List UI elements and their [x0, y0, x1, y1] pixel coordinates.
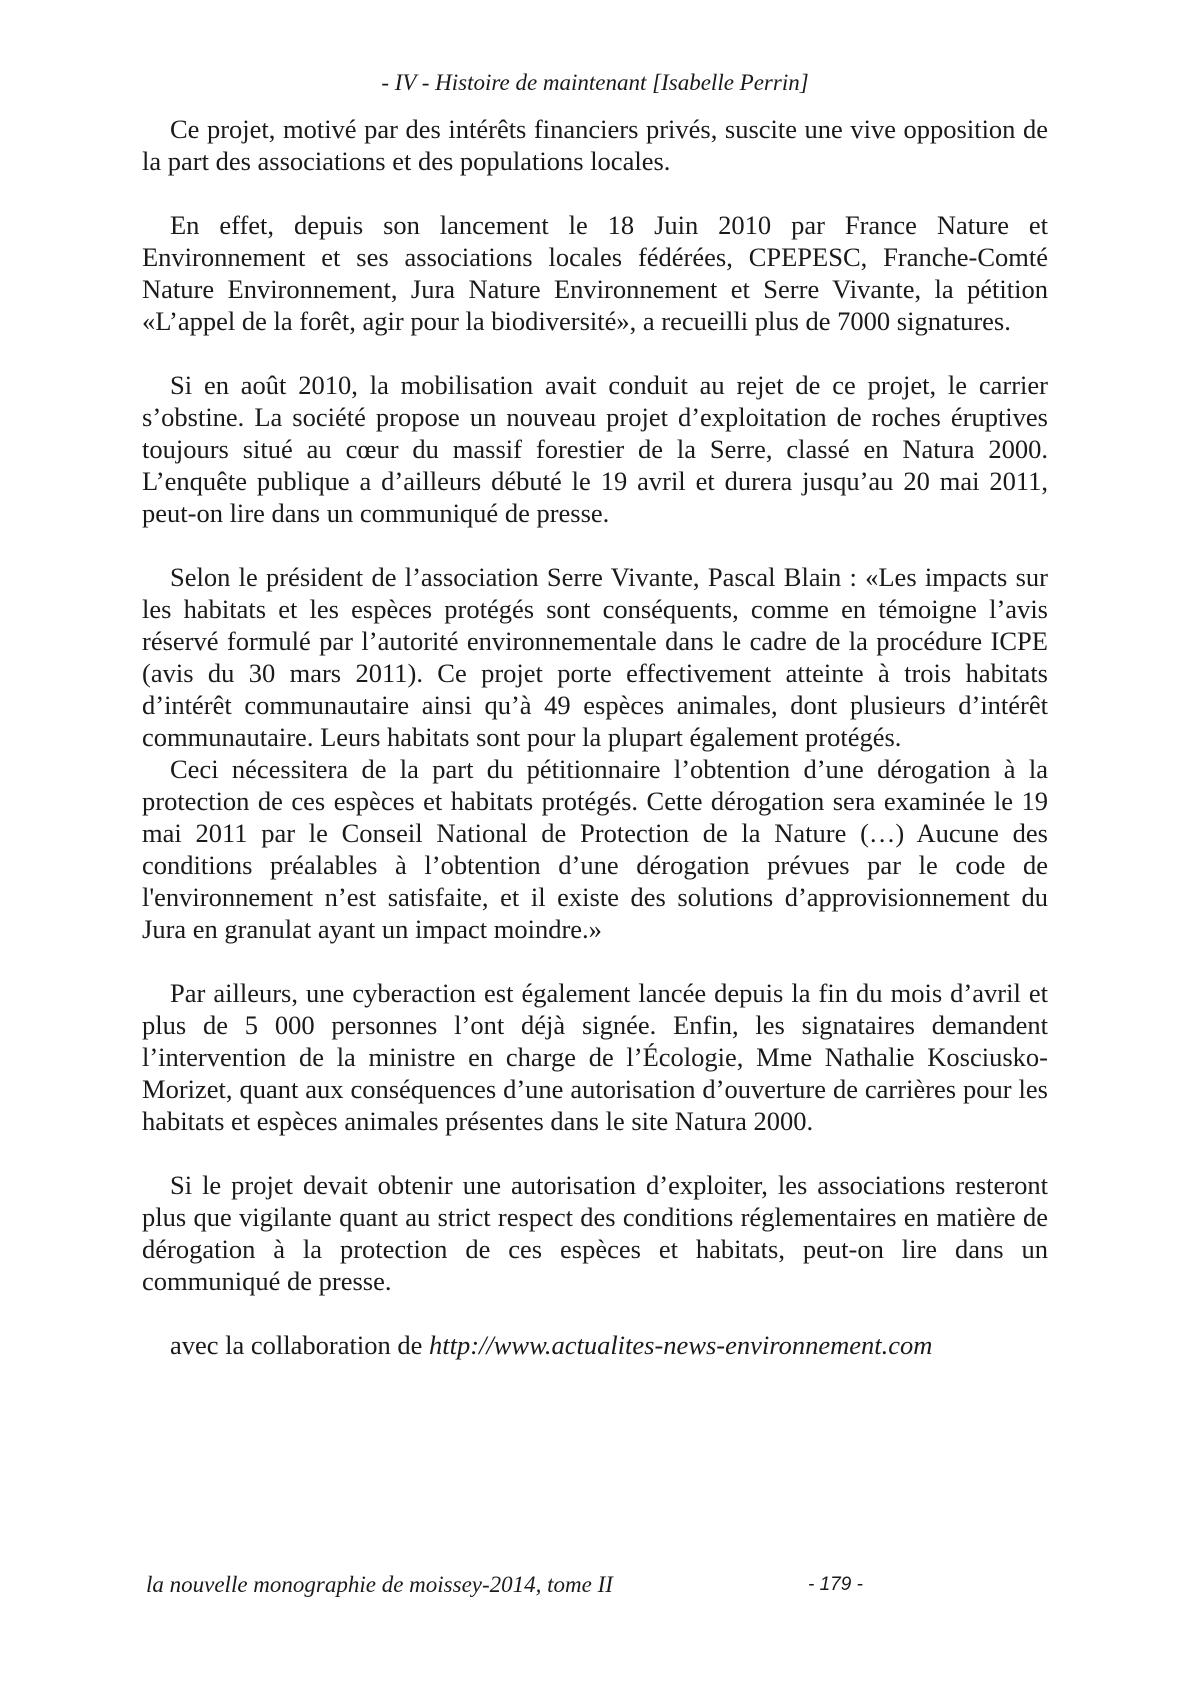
paragraph: En effet, depuis son lancement le 18 Juin 2010 par France Nature et Environnement et ses associations locales fédérées, CPEPESC, Franche-Comté Nature Environnement, Jura Nature Environnement et Serre Vivante, la pétition «L’appel de la forêt, agir pour la biodiversité», a recueilli plus de 7000 signatures. — [142, 210, 1048, 336]
article-body — [142, 113, 1048, 1393]
source-credit — [142, 1329, 1048, 1361]
paragraph: Ce projet, motivé par des intérêts financiers privés, suscite une vive opposition de la part des associations et des populations locales. — [142, 114, 1048, 176]
paragraph: Par ailleurs, une cyberaction est également lancée depuis la fin du mois d’avril et plus de 5 000 personnes l’ont déjà signée. Enfin, les signataires demandent l’intervention de la ministre en charge de l’Écologie, Mme Nathalie Kosciusko-Morizet, quant aux conséquences d’une autorisation d’ouverture de carrières pour les habitats et espèces animales présentes dans le site Natura 2000. — [142, 978, 1048, 1136]
paragraph: Si le projet devait obtenir une autorisation d’exploiter, les associations resteront plus que vigilante quant au strict respect des conditions réglementaires en matière de dérogation à la protection de ces espèces et habitats, peut-on lire dans un communiqué de presse. — [142, 1170, 1048, 1296]
paragraph: Si en août 2010, la mobilisation avait conduit au rejet de ce projet, le carrier s’obstine. La société propose un nouveau projet d’exploitation de roches éruptives toujours situé au cœur du massif forestier de la Serre, classé en Natura 2000. L’enquête publique a d’ailleurs débuté le 19 avril et durera jusqu’au 20 mai 2011, peut-on lire dans un communiqué de presse. — [142, 370, 1048, 528]
page-number: - 179 - — [808, 1574, 863, 1595]
paragraph: Ceci nécessitera de la part du pétitionnaire l’obtention d’une dérogation à la protection de ces espèces et habitats protégés. Cette dérogation sera examinée le 19 mai 2011 par le Conseil National de Protection de la Nature (…) Aucune des conditions préalables à l’obtention d’une dérogation prévues par le code de l'environnement n’est satisfaite, et il existe des solutions d’approvisionnement du Jura en granulat ayant un impact moindre.» — [142, 754, 1048, 944]
credit-prefix: avec la collaboration de — [170, 1330, 429, 1360]
paragraph: Selon le président de l’association Serre Vivante, Pascal Blain : «Les impacts sur les habitats et les espèces protégés sont conséquents, comme en témoigne l’avis réservé formulé par l’autorité environnementale dans le cadre de la procédure ICPE (avis du 30 mars 2011). Ce projet porte effectivement atteinte à trois habitats d’intérêt communautaire ainsi qu’à 49 espèces animales, dont plusieurs d’intérêt communautaire. Leurs habitats sont pour la plupart également protégés. — [142, 562, 1048, 752]
running-header: - IV - Histoire de maintenant [Isabelle Perrin] — [381, 70, 809, 95]
source-url: http://www.actualites-news-environnement.com — [428, 1330, 933, 1360]
footer-book-title: la nouvelle monographie de moissey-2014, tome II — [146, 1572, 613, 1597]
